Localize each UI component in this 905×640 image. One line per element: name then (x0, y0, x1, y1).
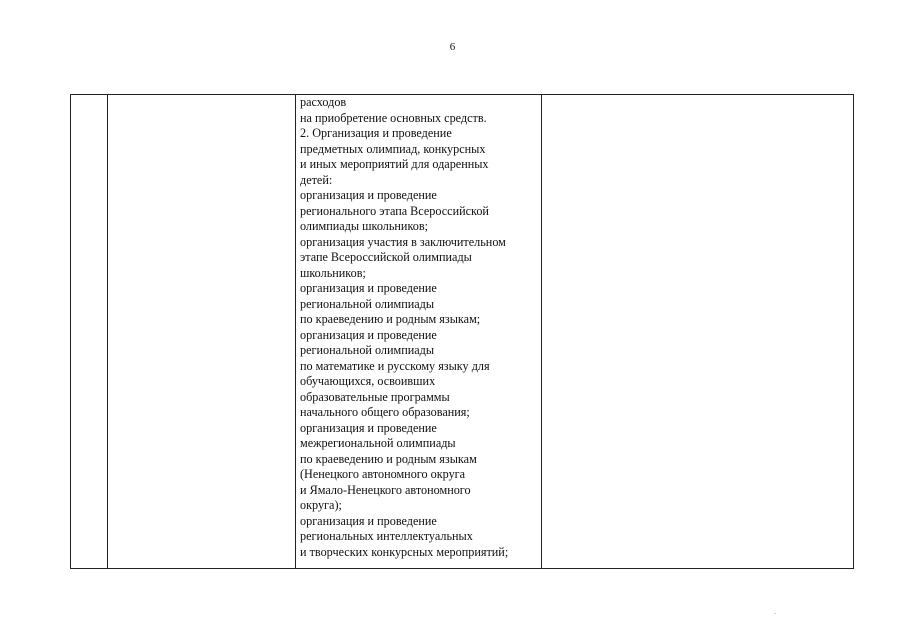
measure-line: организация и проведение (300, 281, 437, 295)
measure-line: и иных мероприятий для одаренных (300, 157, 489, 171)
measure-line: региональных интеллектуальных (300, 529, 473, 543)
page-number: 6 (449, 41, 456, 53)
measure-line: олимпиады школьников; (300, 219, 428, 233)
measure-line: округа); (300, 498, 342, 512)
measure-line: по краеведению и родным языкам (300, 451, 477, 466)
measure-line: этапе Всероссийской олимпиады (300, 250, 472, 264)
measure-line: на приобретение основных средств. (300, 110, 487, 125)
table-cell-measures (296, 95, 542, 569)
table-row (71, 95, 854, 569)
measure-line: и Ямало-Ненецкого автономного (300, 482, 471, 497)
measure-line: и творческих конкурсных мероприятий; (300, 544, 509, 559)
measure-line: организация и проведение (300, 327, 437, 342)
measure-line: предметных олимпиад, конкурсных (300, 141, 486, 156)
measure-line: организация участия в заключительном (300, 234, 506, 249)
measure-line: начального общего образования; (300, 405, 470, 419)
measure-line: по математике и русскому языку для (300, 358, 490, 373)
measure-line: региональной олимпиады (300, 296, 435, 311)
measures-text (296, 95, 541, 560)
measure-line: межрегиональной олимпиады (300, 436, 456, 450)
measure-line: организация и проведение (300, 420, 437, 435)
measure-line: 2. Организация и проведение (300, 126, 452, 140)
table-cell-name (108, 95, 296, 569)
measure-line: образовательные программы (300, 389, 450, 404)
measure-line: детей: (300, 172, 333, 187)
table-cell-notes (542, 95, 854, 569)
measure-line: обучающихся, освоивших (300, 374, 436, 388)
measure-line: расходов (300, 95, 347, 109)
measure-line: организация и проведение (300, 513, 437, 528)
table-cell-number (71, 95, 108, 569)
measure-line: организация и проведение (300, 188, 437, 202)
scan-speck (774, 613, 776, 614)
measure-line: регионального этапа Всероссийской (300, 203, 489, 218)
measure-line: (Ненецкого автономного округа (300, 467, 466, 481)
measure-line: по краеведению и родным языкам; (300, 312, 481, 326)
document-table (70, 94, 854, 569)
measure-line: региональной олимпиады (300, 343, 435, 357)
measure-line: школьников; (300, 265, 366, 280)
